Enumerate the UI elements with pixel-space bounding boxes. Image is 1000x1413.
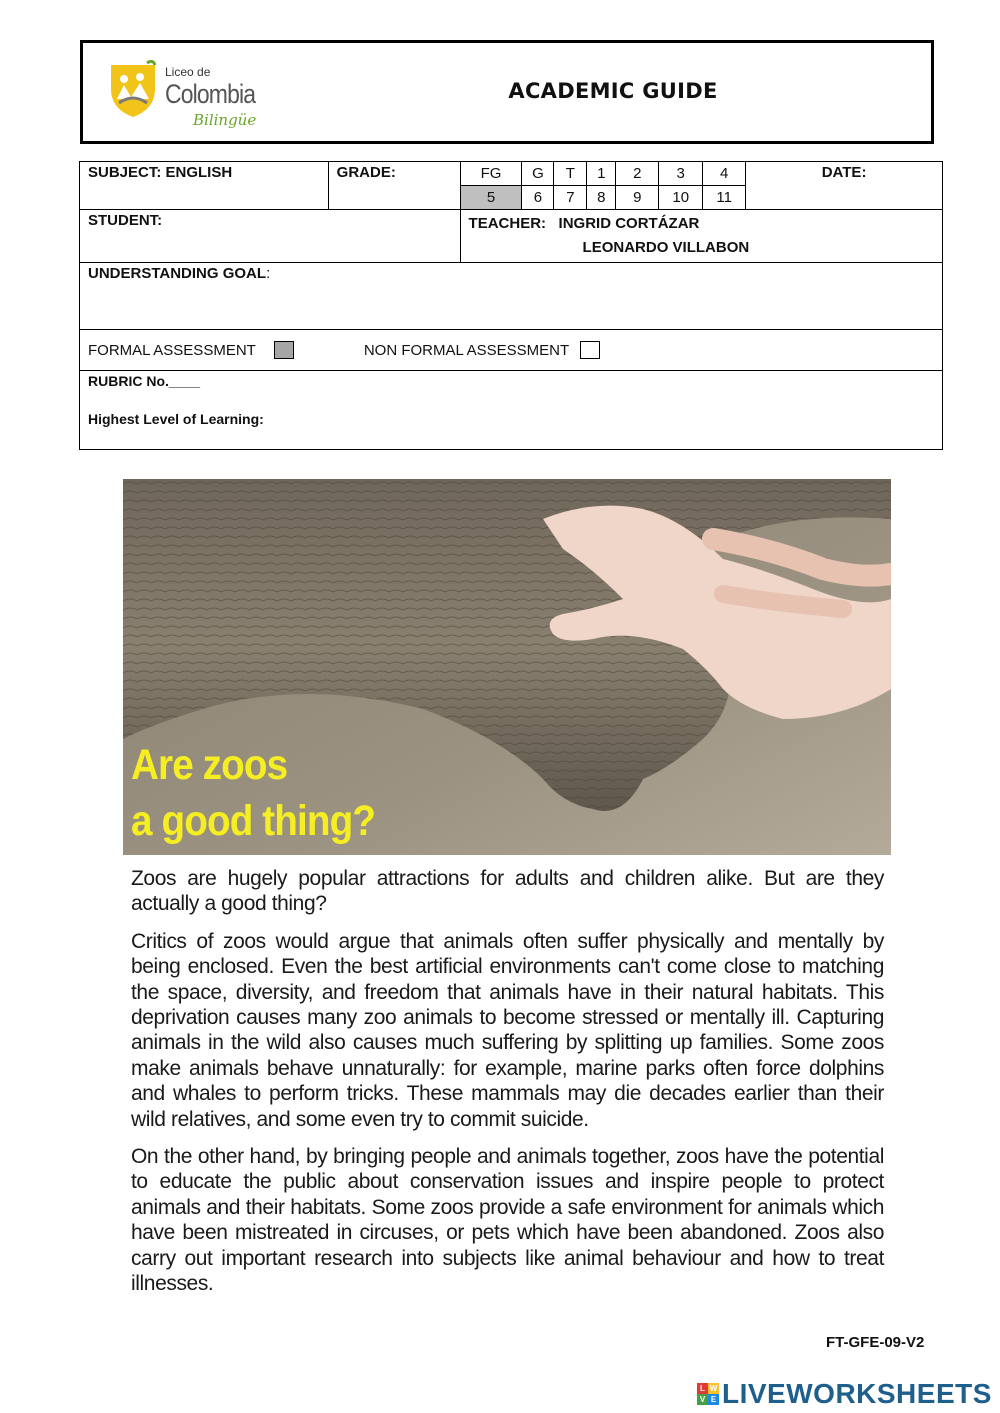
- understanding-goal-label: UNDERSTANDING GOAL: [88, 265, 267, 282]
- understanding-goal-cell[interactable]: [80, 263, 943, 330]
- badge-letter: L: [697, 1383, 708, 1394]
- rubric-cell: [80, 371, 943, 450]
- elephant-photo: [123, 479, 891, 855]
- page-title: ACADEMIC GUIDE: [508, 79, 718, 103]
- non-formal-assessment-checkbox[interactable]: [580, 341, 600, 359]
- logo-script-text: Bilingüe: [193, 111, 257, 129]
- highest-level-label: Highest Level of Learning:: [88, 411, 264, 427]
- rubric-label: RUBRIC No.____: [88, 373, 201, 389]
- grade-cell[interactable]: G: [522, 162, 554, 186]
- student-label: STUDENT:: [88, 212, 163, 229]
- formal-assessment-checkbox[interactable]: [274, 341, 294, 359]
- grade-cell[interactable]: 8: [587, 186, 616, 210]
- grade-cell[interactable]: 9: [616, 186, 659, 210]
- badge-letter: W: [709, 1384, 718, 1393]
- photo-title: [131, 737, 375, 849]
- document-code: FT-GFE-09-V2: [826, 1334, 925, 1351]
- grade-cell[interactable]: 11: [703, 186, 746, 210]
- article-paragraph-3: On the other hand, by bringing people and animals together, zoos have the potential to educate the public about conservation issues and inspire people to protect animals and their habitats. Some zoos provide a safe environment for animals which have been mistreated in circuses, or pets which have been abandoned. Zoos also carry out important research into subjects like animal behaviour and how to treat illnesses.: [131, 1145, 884, 1296]
- teacher-name-2: LEONARDO VILLABON: [582, 239, 750, 256]
- understanding-goal-colon: :: [266, 265, 271, 282]
- grade-cell[interactable]: 7: [554, 186, 587, 210]
- grade-label: GRADE:: [328, 162, 460, 210]
- logo-small-text: Liceo de: [165, 65, 211, 79]
- article-paragraph-1: Zoos are hugely popular attractions for adults and children alike. But are they actually a good thing?: [131, 867, 884, 916]
- teacher-label: TEACHER:: [468, 215, 547, 232]
- formal-assessment-label: FORMAL ASSESSMENT: [88, 341, 256, 359]
- grade-cell[interactable]: 3: [659, 162, 703, 186]
- article-paragraph-2: Critics of zoos would argue that animals often suffer physically and mentally by being enclosed. Even the best artificial environments can't come close to matching the space, diversity, and freedom that animals have in their natural habitats. This deprivation causes many zoo animals to become stressed or mentally ill. Capturing animals in the wild also causes much suffering by splitting up families. Some zoos make animals behave unnaturally: for example, marine parks often force dolphins and whales to perform tricks. These mammals may die decades earlier than their wild relatives, and some even try to commit suicide.: [131, 929, 884, 1131]
- teacher-name-1: INGRID CORTÁZAR: [558, 215, 700, 232]
- school-logo: [107, 57, 257, 129]
- grade-cell[interactable]: 6: [522, 186, 554, 210]
- photo-title-line-2: a good thing?: [131, 797, 376, 845]
- grade-cell[interactable]: 4: [703, 162, 746, 186]
- badge-letter: V: [697, 1394, 708, 1405]
- info-table: [79, 161, 943, 450]
- liveworksheets-text: LIVEWORKSHEETS: [722, 1378, 992, 1409]
- liveworksheets-brand[interactable]: [697, 1378, 992, 1410]
- grade-cell[interactable]: 2: [616, 162, 659, 186]
- assessment-cell: [80, 330, 943, 371]
- student-cell[interactable]: [80, 210, 461, 263]
- grade-cell[interactable]: 10: [659, 186, 703, 210]
- photo-title-line-1: Are zoos: [131, 741, 288, 789]
- grade-cell-selected[interactable]: 5: [460, 186, 522, 210]
- grade-cell[interactable]: 1: [587, 162, 616, 186]
- grade-cell[interactable]: T: [554, 162, 587, 186]
- header-box: [80, 40, 934, 144]
- non-formal-assessment-label: NON FORMAL ASSESSMENT: [363, 341, 570, 359]
- subject-cell: SUBJECT: ENGLISH: [80, 162, 329, 210]
- grade-cell[interactable]: FG: [460, 162, 522, 186]
- liveworksheets-logo-icon: [697, 1383, 719, 1405]
- article-body: [131, 866, 884, 1309]
- teacher-cell: [460, 210, 942, 263]
- badge-letter: E: [708, 1394, 719, 1405]
- logo-main-text: Colombia: [165, 79, 256, 109]
- logo-emblem-icon: [107, 59, 159, 119]
- date-cell[interactable]: DATE:: [746, 162, 943, 210]
